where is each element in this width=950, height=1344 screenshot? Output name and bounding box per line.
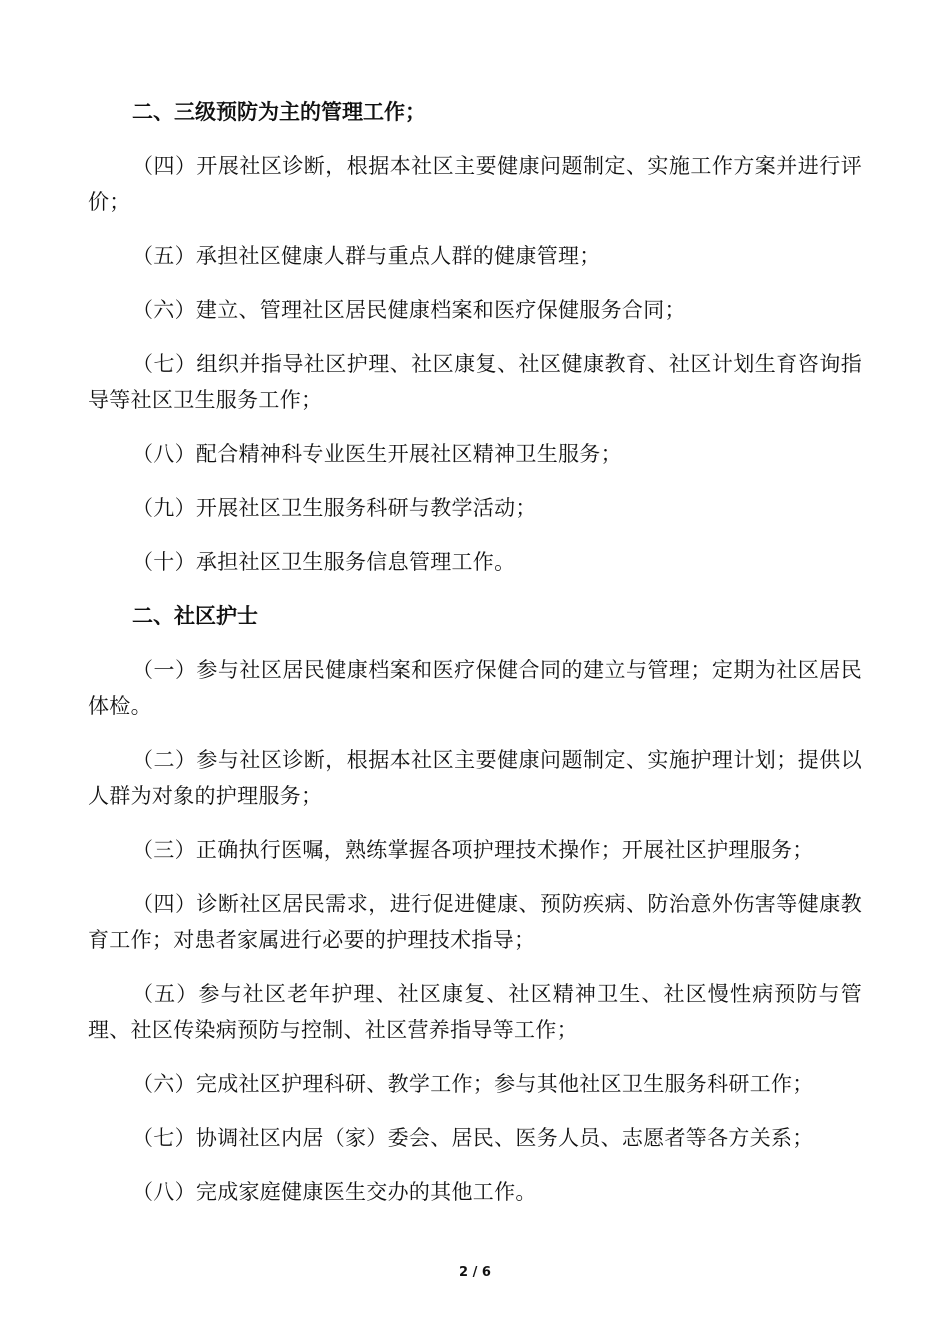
- section-heading: 二、三级预防为主的管理工作；: [132, 100, 426, 124]
- section-prevention-management: [88, 94, 862, 580]
- list-item: （七）组织并指导社区护理、社区康复、社区健康教育、社区计划生育咨询指导等社区卫生服务工作；: [88, 352, 862, 412]
- list-item: （三）正确执行医嘱，熟练掌握各项护理技术操作；开展社区护理服务；: [132, 838, 814, 862]
- list-item: （一）参与社区居民健康档案和医疗保健合同的建立与管理；定期为社区居民体检。: [88, 658, 862, 718]
- list-item: （八）配合精神科专业医生开展社区精神卫生服务；: [132, 442, 622, 466]
- list-item: （十）承担社区卫生服务信息管理工作。: [132, 550, 516, 574]
- list-item: （五）承担社区健康人群与重点人群的健康管理；: [132, 244, 601, 268]
- section-heading: 二、社区护士: [132, 604, 258, 628]
- page-number: 2 / 6: [459, 1265, 491, 1280]
- list-item: （四）诊断社区居民需求，进行促进健康、预防疾病、防治意外伤害等健康教育工作；对患者家属进行必要的护理技术指导；: [88, 892, 862, 952]
- list-item: （六）完成社区护理科研、教学工作；参与其他社区卫生服务科研工作；: [132, 1072, 814, 1096]
- list-item: （四）开展社区诊断，根据本社区主要健康问题制定、实施工作方案并进行评价；: [88, 154, 862, 214]
- list-item: （六）建立、管理社区居民健康档案和医疗保健服务合同；: [132, 298, 686, 322]
- document-body: [88, 94, 862, 1228]
- list-item: （七）协调社区内居（家）委会、居民、医务人员、志愿者等各方关系；: [132, 1126, 814, 1150]
- list-item: （九）开展社区卫生服务科研与教学活动；: [132, 496, 537, 520]
- list-item: （二）参与社区诊断，根据本社区主要健康问题制定、实施护理计划；提供以人群为对象的护理服务；: [88, 748, 862, 808]
- list-item: （五）参与社区老年护理、社区康复、社区精神卫生、社区慢性病预防与管理、社区传染病预防与控制、社区营养指导等工作；: [88, 982, 862, 1042]
- list-item: （八）完成家庭健康医生交办的其他工作。: [132, 1180, 537, 1204]
- section-community-nurse: [88, 598, 862, 1210]
